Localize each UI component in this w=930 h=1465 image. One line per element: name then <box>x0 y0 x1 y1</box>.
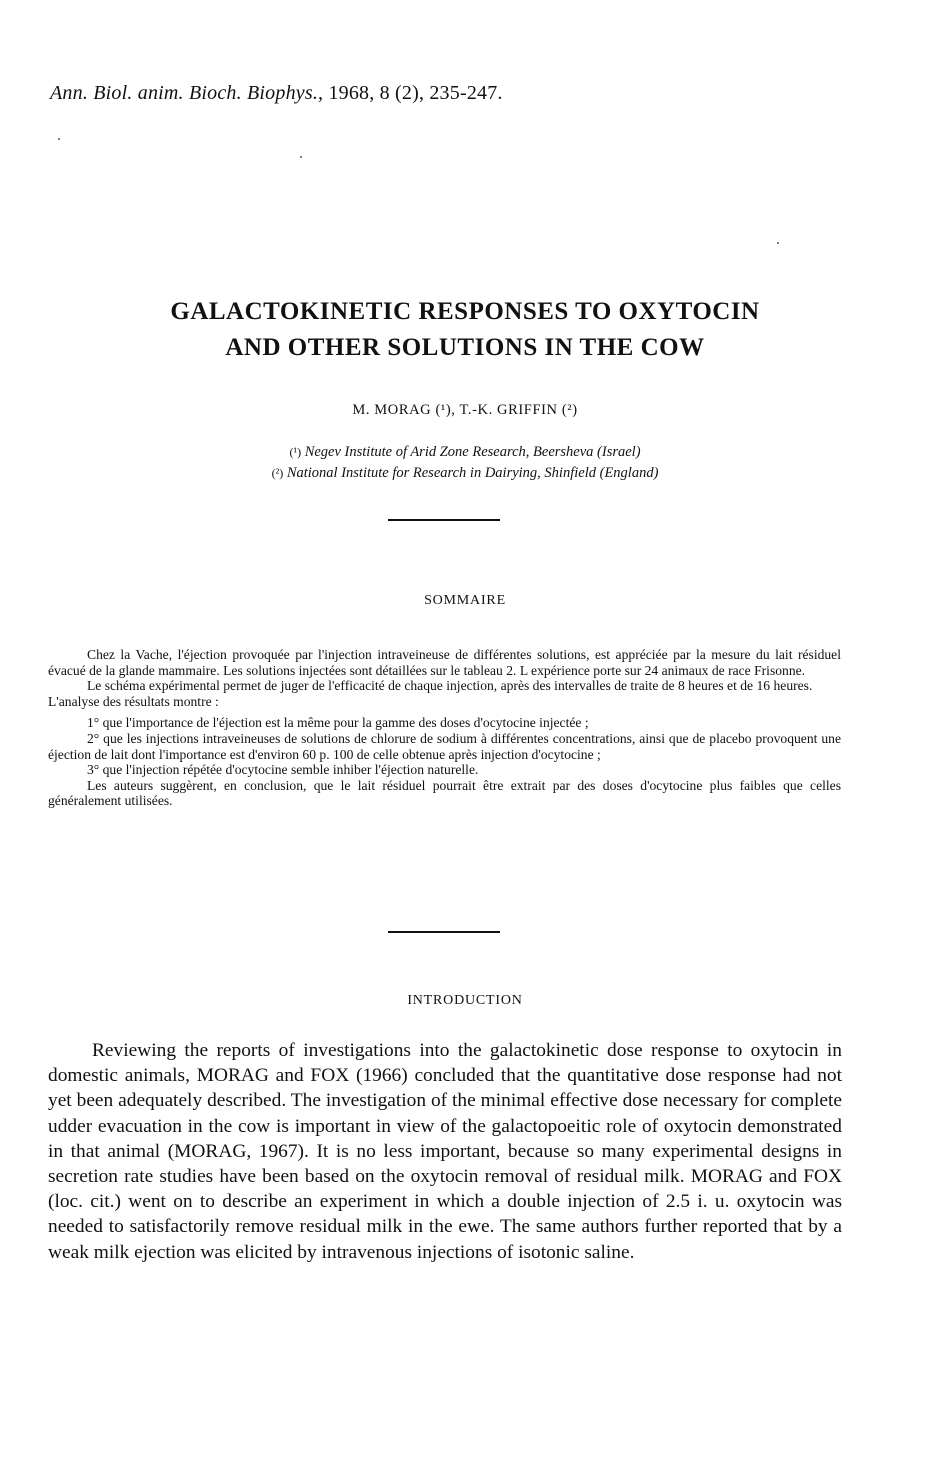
scan-speck <box>300 156 302 158</box>
author-list: M. MORAG (¹), T.-K. GRIFFIN (²) <box>352 402 578 418</box>
divider-rule <box>388 519 500 521</box>
affiliation-2 <box>0 463 930 484</box>
summary-paragraph: Chez la Vache, l'éjection provoquée par l'injection intraveineuse de différentes solutions, est appréciée par la mesure du lait résiduel évacué de la glande mammaire. Les solutions injectées sont détaillées sur le tableau 2. L expérience porte sur 24 animaux de race Frisonne. <box>48 647 841 678</box>
summary-paragraph: Le schéma expérimental permet de juger de l'efficacité de chaque injection, après des intervalles de traite de 8 heures et de 16 heures. <box>87 678 813 694</box>
journal-name: Ann. Biol. anim. Bioch. Biophys., <box>50 82 324 104</box>
affiliation-text: National Institute for Research in Dairying, Shinfield (England) <box>286 465 659 481</box>
introduction-body <box>48 1038 842 1265</box>
title-line-1: GALACTOKINETIC RESPONSES TO OXYTOCIN <box>170 298 760 325</box>
summary-paragraph: L'analyse des résultats montre : <box>48 693 219 709</box>
summary-list-item: 2° que les injections intraveineuses de solutions de chlorure de sodium à différentes concentrations, ainsi que de placebo provoquent une éjection de lait dont l'importance est d'environ 60 p. 100 de celle obtenue après injection d'ocytocine ; <box>48 730 841 762</box>
affiliations <box>0 442 930 484</box>
journal-citation <box>50 82 503 105</box>
summary-heading: SOMMAIRE <box>424 593 506 608</box>
affiliation-text: Negev Institute of Arid Zone Research, Beersheva (Israel) <box>304 444 641 460</box>
title-line-2: AND OTHER SOLUTIONS IN THE COW <box>225 334 705 361</box>
summary-list-item: 3° que l'injection répétée d'ocytocine semble inhiber l'éjection naturelle. <box>87 762 479 778</box>
scan-speck <box>58 138 60 140</box>
paper-title <box>0 294 930 366</box>
affiliation-mark: (²) <box>271 466 284 480</box>
introduction-paragraph: Reviewing the reports of investigations into the galactokinetic dose response to oxytocin in domestic animals, MORAG and FOX (1966) concluded that the quantitative dose response had not yet been adequately described. The investigation of the minimal effective dose necessary for complete udder evacuation in the cow is important in view of the galactopoeitic role of oxytocin demonstrated in that animal (MORAG, 1967). It is no less important, because so many experimental designs in secretion rate studies have been based on the oxytocin removal of residual milk. MORAG and FOX (loc. cit.) went on to describe an experiment in which a double injection of 2.5 i. u. oxytocin was needed to satisfactorily remove residual milk in the ewe. The same authors further reported that by a weak milk ejection was elicited by intravenous injections of isotonic saline. <box>48 1040 842 1263</box>
divider-rule <box>388 931 500 933</box>
affiliation-mark: (¹) <box>289 445 302 459</box>
summary-list-item: 1° que l'importance de l'éjection est la même pour la gamme des doses d'ocytocine injectée ; <box>87 715 589 731</box>
scan-speck <box>777 242 779 244</box>
affiliation-1 <box>0 442 930 463</box>
introduction-heading: INTRODUCTION <box>407 993 523 1008</box>
summary-paragraph: Les auteurs suggèrent, en conclusion, que le lait résiduel pourrait être extrait par des doses d'ocytocine plus faibles que celles généralement utilisées. <box>48 777 841 809</box>
journal-volume-pages: 1968, 8 (2), 235-247. <box>328 82 503 104</box>
summary-body <box>48 647 841 809</box>
